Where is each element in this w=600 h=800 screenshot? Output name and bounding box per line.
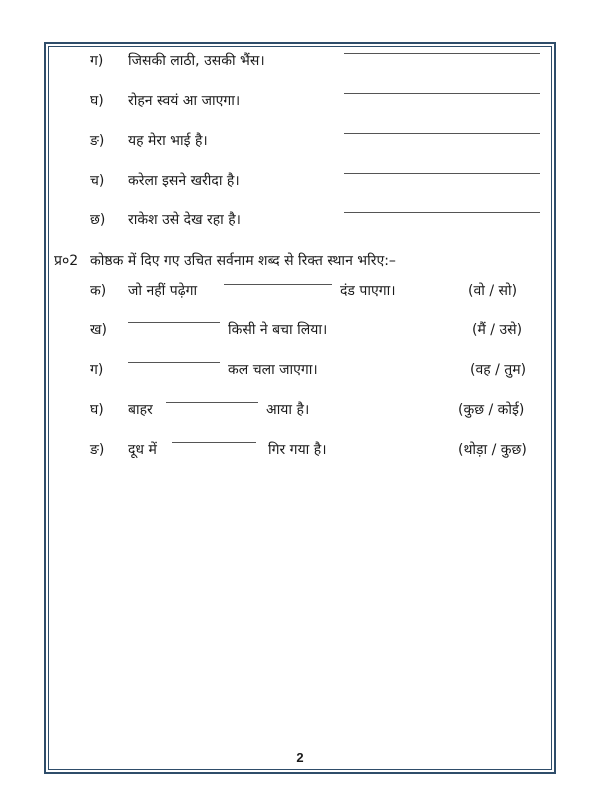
item-text: राकेश उसे देख रहा है। — [128, 212, 241, 228]
item-marker: घ) — [90, 402, 104, 418]
fill-blank[interactable] — [166, 402, 258, 403]
fill-blank[interactable] — [224, 284, 332, 285]
item-marker: ग) — [90, 362, 104, 378]
choice-options: (कुछ / कोई) — [458, 402, 525, 418]
item-marker: ख) — [90, 322, 107, 338]
item-text-after: आया है। — [266, 402, 310, 418]
answer-line[interactable] — [344, 212, 540, 213]
item-text-after: कल चला जाएगा। — [228, 362, 318, 378]
item-text-after: किसी ने बचा लिया। — [228, 322, 328, 338]
choice-options: (वह / तुम) — [470, 362, 527, 378]
question-heading: कोष्ठक में दिए गए उचित सर्वनाम शब्द से रिक्त स्थान भरिए:– — [90, 253, 396, 269]
choice-options: (वो / सो) — [468, 283, 518, 299]
item-text: यह मेरा भाई है। — [128, 133, 208, 149]
answer-line[interactable] — [344, 93, 540, 94]
item-marker: ङ) — [90, 133, 105, 149]
item-text-before: जो नहीं पढ़ेगा — [128, 283, 198, 299]
answer-line[interactable] — [344, 133, 540, 134]
item-text: करेला इसने खरीदा है। — [128, 173, 240, 189]
question-number: प्र०2 — [54, 253, 79, 269]
item-marker: घ) — [90, 93, 104, 109]
item-marker: ङ) — [90, 442, 105, 458]
item-text: जिसकी लाठी, उसकी भैंस। — [128, 53, 265, 69]
item-marker: ग) — [90, 53, 104, 69]
choice-options: (थोड़ा / कुछ) — [458, 442, 527, 458]
item-text-after: दंड पाएगा। — [340, 283, 396, 299]
answer-line[interactable] — [344, 173, 540, 174]
choice-options: (मैं / उसे) — [472, 322, 523, 338]
item-marker: क) — [90, 283, 107, 299]
item-marker: च) — [90, 173, 105, 189]
fill-blank[interactable] — [172, 442, 256, 443]
fill-blank[interactable] — [128, 322, 220, 323]
fill-blank[interactable] — [128, 362, 220, 363]
page-number: 2 — [296, 750, 304, 765]
item-text-before: बाहर — [128, 402, 153, 418]
item-marker: छ) — [90, 212, 106, 228]
item-text-after: गिर गया है। — [268, 442, 327, 458]
item-text-before: दूध में — [128, 442, 157, 458]
answer-line[interactable] — [344, 53, 540, 54]
item-text: रोहन स्वयं आ जाएगा। — [128, 93, 241, 109]
